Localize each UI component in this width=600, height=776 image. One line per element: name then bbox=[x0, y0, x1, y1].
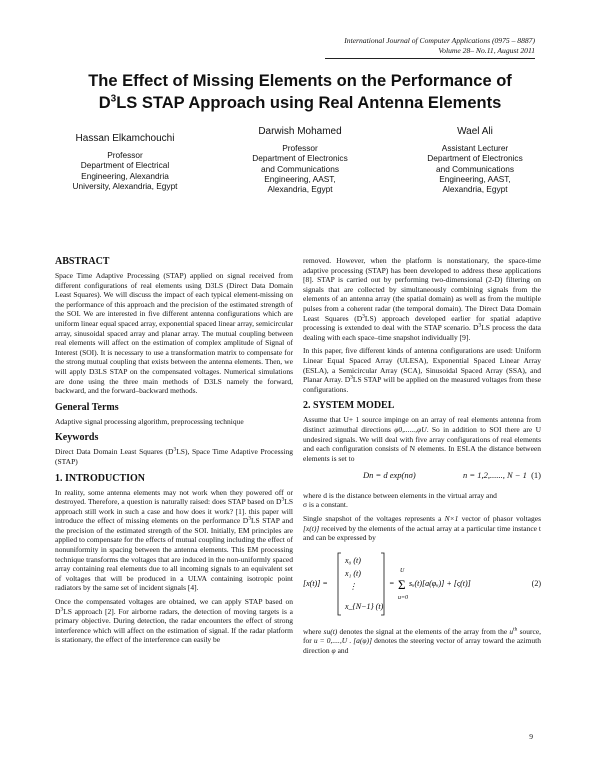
svg-text:⋮: ⋮ bbox=[349, 581, 357, 591]
system-model-heading: 2. SYSTEM MODEL bbox=[303, 400, 395, 412]
svg-text:x_{N−1} (t): x_{N−1} (t) bbox=[345, 601, 384, 611]
svg-text:x₀ (t): x₀ (t) bbox=[345, 555, 361, 565]
body-paragraph: In this paper, five different kinds of antenna configurations are used: Uniform Linear Equal Spaced Array (ULESA), Exponential Spaced Linear Array (ESLA), a Semicircular Array (SCA), Sinusoidal Spaced Array (SSA), and Planar Array. $D^3LS$ STAP will be applied on the measured voltages from these configurations. bbox=[303, 346, 541, 394]
general-terms-text: Adaptive signal processing algorithm, preprocessing technique bbox=[55, 416, 244, 426]
svg-text:sᵤ(t)[a(φᵤ)] + [ς(t)]: sᵤ(t)[a(φᵤ)] + [ς(t)] bbox=[409, 578, 471, 588]
keywords-heading: Keywords bbox=[55, 432, 99, 444]
journal-volume: Volume 28– No.11, August 2011 bbox=[438, 46, 535, 55]
author-name: Wael Ali bbox=[457, 126, 493, 137]
svg-text:Σ: Σ bbox=[398, 576, 406, 592]
svg-text:x₁ (t): x₁ (t) bbox=[345, 568, 361, 578]
right-column bbox=[303, 256, 541, 660]
body-paragraph: Single snapshot of the voltages represents a N×1 vector of phasor voltages [x(t)] received by the elements of the actual array at a particular time instance t and can be expressed by bbox=[303, 514, 542, 543]
title-line-2: $D^3LS$ STAP Approach using Real Antenna Elements bbox=[98, 93, 502, 112]
equation-1 bbox=[303, 471, 541, 481]
inline-math: φ0,......,φU bbox=[394, 424, 427, 434]
equation-lhs: Dn = d exp(nσ) bbox=[363, 470, 416, 481]
journal-header bbox=[325, 36, 535, 59]
author-block bbox=[40, 133, 210, 194]
author-block bbox=[390, 126, 560, 194]
general-terms-heading: General Terms bbox=[55, 401, 119, 413]
svg-text:U: U bbox=[400, 567, 405, 574]
equation-rhs: n = 1,2,......, N − 1 bbox=[463, 470, 527, 481]
equation-2-graphic bbox=[303, 549, 493, 619]
author-affiliation: Professor Department of Electrical Engineering, Alexandria University, Alexandria, Egypt bbox=[72, 150, 178, 191]
header-rule bbox=[325, 58, 535, 59]
paper-title bbox=[40, 70, 560, 114]
introduction-paragraph: In reality, some antenna elements may not work when they powered off or destroyed. Therefore, a question is naturally raised: does STAP based on $D^3LS$ approach still work in such a case and how does it work? [1]. this paper will introduce the effect of missing elements on the performance $D^3LS$ STAP and the precision of the estimated strength of the SOI. Initially, EM principles are applied to compensate for the effects of mutual coupling including the effect of nonuniformity in spacing between the antenna elements. This EM processing technique transforms the voltages that are induced in the non-uniformly spaced array containing real elements due to all incoming signals to an equivalent set of voltages that will be produced in a ULVA containing isotropic point radiators by the same set of incident signals [4]. bbox=[55, 487, 293, 593]
page-number: 9 bbox=[529, 732, 533, 741]
abstract-heading: ABSTRACT bbox=[55, 256, 110, 267]
journal-name: International Journal of Computer Applications (0975 – 8887) bbox=[344, 36, 535, 45]
body-paragraph: where d is the distance between elements in the virtual array and σ is a constant. bbox=[303, 490, 497, 510]
svg-text:=: = bbox=[389, 578, 395, 588]
left-column bbox=[55, 256, 293, 649]
svg-text:u=0: u=0 bbox=[398, 594, 409, 601]
body-paragraph: Assume that U+ 1 source impinge on an array of real elements antenna from distinct azimuthal directions φ0,......,φU. So in addition to SOI there are U undesired signals. We will deal with five array configurations of real elements and each configuration consists of N elements. In ESLA the distance between elements is set to bbox=[303, 415, 541, 463]
introduction-paragraph: Once the compensated voltages are obtained, we can apply STAP based on $D^3LS$ approach [2]. For airborne radars, the detection of moving targets is a primary objective. During detection, the radar encounters the effect of strong interference which will affect on the estimation of signal. If the radar platform is stationary, the effect of the interference can easily be bbox=[55, 597, 293, 645]
body-paragraph: removed. However, when the platform is nonstationary, the space-time adaptive processing (STAP) has been developed to address these applications [8]. STAP is carried out by performing two-dimensional (2-D) filtering on signals that are collected by simultaneously combining signals from the elements of an antenna array (the spatial domain) as well as from the multiple pulses from a coherent radar (the temporal domain). The Direct Data Domain Least Squares $(D^3LS)$ approach developed earlier for spatial adaptive processing is extended to deal with the STAP scenario. $D^3LS$ process the data dealing with each space–time snapshot individually [9]. bbox=[303, 256, 542, 342]
author-list bbox=[40, 126, 560, 195]
author-name: Darwish Mohamed bbox=[258, 126, 342, 137]
equation-2 bbox=[303, 549, 541, 619]
author-affiliation: Assistant Lecturer Department of Electronics and Communications Engineering, AAST, Alexandria, Egypt bbox=[427, 143, 523, 195]
equation-number: (1) bbox=[531, 470, 541, 481]
author-name: Hassan Elkamchouchi bbox=[75, 133, 175, 144]
abstract-text: Space Time Adaptive Processing (STAP) applied on signal received from different configurations of real elements using D3LS (Direct Data Domain Least Squares). We will discuss the impact of each typical element-missing on the performance of this approach and the precision of the estimated strength of the SOI. We are interested in five different antenna configurations which are uniform linear equal spaced array, exponential spaced linear array, semicircular array, sinusoidal spaced array and planar array. The mutual coupling between real elements will affect on the estimation of complex amplitude of Signal of Interest (SOI). It is necessary to use a transformation matrix to compensate for the strong mutual coupling that exists between the antenna elements. Then, we will apply D3LS STAP on the compensated voltages. Numerical simulations are done using the three main methods of D3LS namely the forward, backward, and the forward–backward methods. bbox=[55, 271, 293, 396]
svg-text:[x(t)] =: [x(t)] = bbox=[303, 578, 328, 588]
introduction-heading: 1. INTRODUCTION bbox=[55, 472, 146, 484]
title-line-1: The Effect of Missing Elements on the Performance of bbox=[88, 72, 512, 90]
keywords-text: Direct Data Domain Least Squares $(D^3LS)$, Space Time Adaptive Processing (STAP) bbox=[55, 446, 293, 466]
equation-number: (2) bbox=[531, 579, 541, 589]
body-paragraph: where su(t) denotes the signal at the elements of the array from the $u^{th}$ source, for u = 0,....,U . [a(φ)] denotes the steering vector of array toward the azimuth direction φ and bbox=[303, 626, 542, 656]
author-block bbox=[215, 126, 385, 194]
author-affiliation: Professor Department of Electronics and Communications Engineering, AAST, Alexandria, Egypt bbox=[252, 143, 348, 195]
